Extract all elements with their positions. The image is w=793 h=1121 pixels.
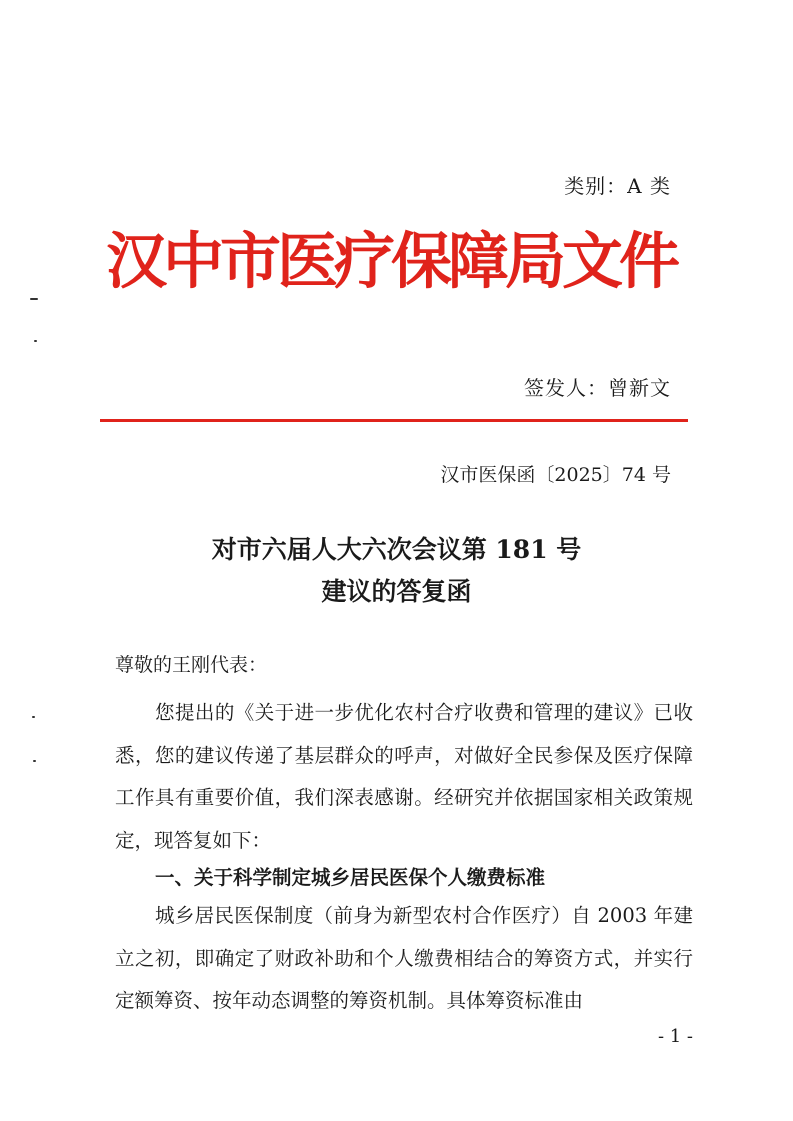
document-category: 类别：A 类 xyxy=(564,174,671,198)
document-title-line2: 建议的答复函 xyxy=(321,577,472,606)
body-paragraph-1: 您提出的《关于进一步优化农村合疗收费和管理的建议》已收悉，您的建议传递了基层群众的呼声，对做好全民参保及医疗保障工作具有重要价值，我们深表感谢。经研究并依据国家相关政策规定，现答复如下： xyxy=(115,701,693,852)
page-number: - 1 - xyxy=(657,1026,693,1047)
scan-speck xyxy=(33,760,36,762)
salutation: 尊敬的王刚代表： xyxy=(115,654,268,676)
scan-speck xyxy=(32,716,35,718)
document-title-line1: 对市六届人大六次会议第 181 号 xyxy=(211,535,582,564)
body-paragraph-2: 城乡居民医保制度（前身为新型农村合作医疗）自 2003 年建立之初，即确定了财政补助和个人缴费相结合的筹资方式，并实行定额筹资、按年动态调整的筹资机制。具体筹资标准由 xyxy=(115,904,693,1012)
signer: 签发人：曾新文 xyxy=(524,376,671,400)
scan-speck xyxy=(34,340,37,342)
section-heading-1: 一、关于科学制定城乡居民医保个人缴费标准 xyxy=(155,866,546,889)
masthead-title: 汉中市医疗保障局文件 xyxy=(106,226,677,297)
red-divider-line xyxy=(100,419,688,422)
document-number: 汉市医保函〔2025〕74 号 xyxy=(440,464,671,486)
scan-speck xyxy=(30,298,38,300)
